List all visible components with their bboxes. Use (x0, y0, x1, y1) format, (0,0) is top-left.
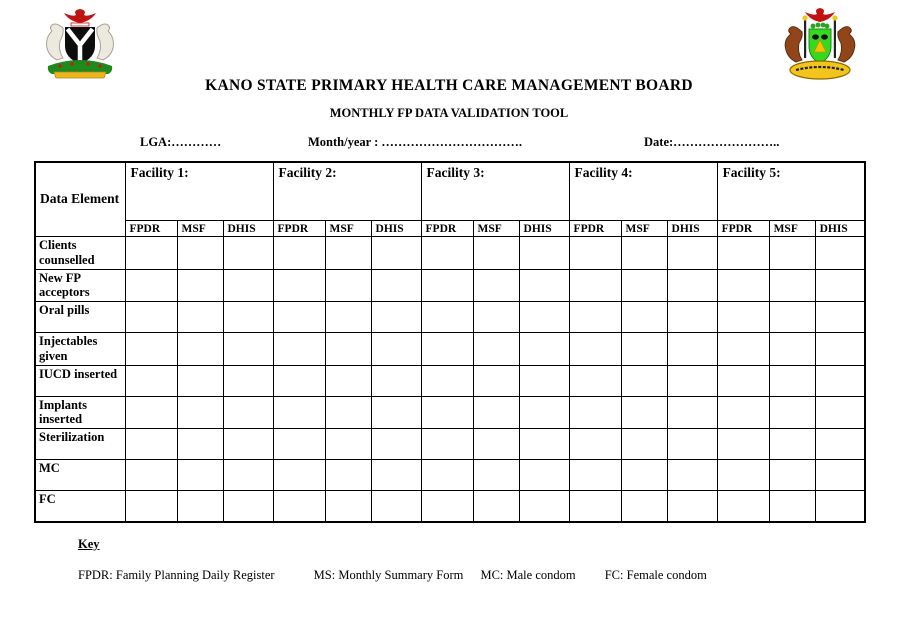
subcolumn-header: FPDR (273, 221, 325, 237)
table-row (35, 491, 865, 522)
data-cell (473, 269, 519, 302)
data-cell (177, 460, 223, 491)
data-cell (177, 491, 223, 522)
data-cell (325, 365, 371, 396)
subcolumn-header-row (35, 221, 865, 237)
data-cell (815, 396, 865, 429)
table-row (35, 460, 865, 491)
data-cell (371, 269, 421, 302)
row-label: Implants inserted (35, 396, 125, 429)
data-cell (717, 237, 769, 270)
data-cell (125, 302, 177, 333)
data-cell (815, 491, 865, 522)
data-cell (177, 396, 223, 429)
row-label: Clients counselled (35, 237, 125, 270)
subcolumn-header: DHIS (815, 221, 865, 237)
data-cell (223, 302, 273, 333)
data-cell (717, 269, 769, 302)
data-cell (815, 333, 865, 366)
data-cell (717, 396, 769, 429)
subcolumn-header: DHIS (519, 221, 569, 237)
data-cell (815, 365, 865, 396)
data-cell (223, 237, 273, 270)
data-cell (177, 237, 223, 270)
data-cell (815, 302, 865, 333)
data-cell (273, 460, 325, 491)
data-cell (569, 365, 621, 396)
data-cell (473, 491, 519, 522)
data-cell (473, 365, 519, 396)
data-cell (473, 237, 519, 270)
data-cell (519, 302, 569, 333)
data-cell (569, 333, 621, 366)
data-cell (421, 396, 473, 429)
data-cell (371, 237, 421, 270)
table-row (35, 429, 865, 460)
data-cell (815, 237, 865, 270)
data-cell (519, 491, 569, 522)
data-cell (273, 333, 325, 366)
data-cell (177, 302, 223, 333)
data-cell (421, 365, 473, 396)
data-cell (569, 429, 621, 460)
table-row (35, 237, 865, 270)
row-label: New FP acceptors (35, 269, 125, 302)
data-cell (223, 491, 273, 522)
data-cell (325, 460, 371, 491)
data-cell (717, 429, 769, 460)
data-cell (421, 333, 473, 366)
date-field-label: Date:…………………….. (644, 135, 780, 149)
data-cell (667, 269, 717, 302)
data-cell (371, 460, 421, 491)
row-label: FC (35, 491, 125, 522)
facility-header: Facility 1: (125, 162, 273, 221)
page-title: KANO STATE PRIMARY HEALTH CARE MANAGEMENT BOARD (205, 77, 693, 94)
data-cell (325, 269, 371, 302)
data-cell (125, 269, 177, 302)
data-cell (177, 429, 223, 460)
data-cell (815, 429, 865, 460)
data-cell (621, 333, 667, 366)
data-cell (769, 333, 815, 366)
data-cell (273, 269, 325, 302)
data-cell (769, 302, 815, 333)
data-cell (325, 491, 371, 522)
data-cell (421, 491, 473, 522)
key-entry-fpdr: FPDR: Family Planning Daily Register (78, 568, 275, 582)
data-cell (223, 429, 273, 460)
table-body (35, 237, 865, 522)
data-cell (223, 333, 273, 366)
facility-header-row (35, 162, 865, 221)
table-row (35, 269, 865, 302)
data-cell (325, 429, 371, 460)
data-cell (519, 333, 569, 366)
data-cell (667, 333, 717, 366)
data-cell (125, 396, 177, 429)
data-cell (569, 460, 621, 491)
subcolumn-header: DHIS (223, 221, 273, 237)
data-cell (569, 302, 621, 333)
table-row (35, 333, 865, 366)
nigeria-coat-of-arms-logo (30, 8, 130, 80)
subcolumn-header: FPDR (569, 221, 621, 237)
data-cell (519, 429, 569, 460)
data-cell (421, 237, 473, 270)
data-cell (421, 460, 473, 491)
data-cell (177, 269, 223, 302)
subcolumn-header: FPDR (421, 221, 473, 237)
data-cell (421, 302, 473, 333)
data-cell (621, 460, 667, 491)
data-cell (125, 460, 177, 491)
data-cell (621, 396, 667, 429)
data-cell (519, 460, 569, 491)
data-cell (125, 333, 177, 366)
data-cell (371, 491, 421, 522)
subcolumn-header: DHIS (667, 221, 717, 237)
facility-header: Facility 5: (717, 162, 865, 221)
data-cell (569, 396, 621, 429)
data-cell (223, 365, 273, 396)
data-cell (769, 396, 815, 429)
facility-header: Facility 4: (569, 162, 717, 221)
month-year-field-label: Month/year : ……………………………. (308, 135, 522, 149)
data-cell (717, 333, 769, 366)
data-cell (667, 429, 717, 460)
data-cell (621, 491, 667, 522)
key-entry-ms: MS: Monthly Summary Form (313, 568, 464, 582)
subcolumn-header: MSF (325, 221, 371, 237)
key-entry-fc: FC: Female condom (604, 568, 707, 582)
row-label: Oral pills (35, 302, 125, 333)
subcolumn-header: MSF (177, 221, 223, 237)
data-cell (325, 237, 371, 270)
data-cell (325, 333, 371, 366)
data-cell (569, 237, 621, 270)
data-cell (815, 269, 865, 302)
subcolumn-header: MSF (473, 221, 519, 237)
data-cell (125, 491, 177, 522)
data-cell (125, 237, 177, 270)
validation-table (34, 161, 866, 523)
data-cell (621, 302, 667, 333)
meta-line (0, 135, 898, 151)
data-cell (273, 365, 325, 396)
table-head (35, 162, 865, 237)
key-entry-mc: MC: Male condom (480, 568, 576, 582)
data-cell (717, 302, 769, 333)
kano-state-coat-of-arms-icon (770, 6, 870, 86)
data-cell (769, 491, 815, 522)
data-cell (473, 460, 519, 491)
data-cell (621, 365, 667, 396)
key-line (78, 568, 707, 583)
data-cell (421, 269, 473, 302)
data-cell (667, 302, 717, 333)
data-cell (667, 491, 717, 522)
data-cell (125, 365, 177, 396)
nigeria-coat-of-arms-icon (30, 8, 130, 80)
data-cell (569, 491, 621, 522)
row-label: MC (35, 460, 125, 491)
data-cell (519, 269, 569, 302)
facility-header: Facility 2: (273, 162, 421, 221)
facility-header: Facility 3: (421, 162, 569, 221)
data-cell (621, 237, 667, 270)
data-cell (519, 365, 569, 396)
row-label: IUCD inserted (35, 365, 125, 396)
data-cell (769, 269, 815, 302)
data-cell (371, 429, 421, 460)
data-cell (223, 396, 273, 429)
subcolumn-header: FPDR (125, 221, 177, 237)
data-cell (621, 429, 667, 460)
data-cell (371, 333, 421, 366)
data-cell (273, 396, 325, 429)
subcolumn-header: FPDR (717, 221, 769, 237)
data-cell (769, 365, 815, 396)
data-cell (473, 429, 519, 460)
table-row (35, 396, 865, 429)
subcolumn-header: MSF (621, 221, 667, 237)
data-cell (371, 302, 421, 333)
data-cell (273, 237, 325, 270)
data-cell (667, 460, 717, 491)
lga-field-label: LGA:………… (140, 135, 222, 149)
data-cell (273, 429, 325, 460)
kano-state-coat-of-arms-logo (770, 6, 870, 86)
subcolumn-header: MSF (769, 221, 815, 237)
data-cell (769, 460, 815, 491)
data-cell (769, 237, 815, 270)
data-cell (325, 396, 371, 429)
row-label: Injectables given (35, 333, 125, 366)
data-cell (421, 429, 473, 460)
data-cell (717, 491, 769, 522)
page-subtitle: MONTHLY FP DATA VALIDATION TOOL (329, 106, 569, 120)
data-cell (223, 269, 273, 302)
data-cell (667, 237, 717, 270)
data-cell (473, 302, 519, 333)
data-cell (177, 333, 223, 366)
data-cell (815, 460, 865, 491)
data-cell (125, 429, 177, 460)
subcolumn-header: DHIS (371, 221, 421, 237)
data-cell (569, 269, 621, 302)
row-label: Sterilization (35, 429, 125, 460)
data-cell (473, 333, 519, 366)
data-cell (371, 396, 421, 429)
key-heading: Key (78, 537, 100, 551)
data-cell (519, 396, 569, 429)
data-cell (769, 429, 815, 460)
data-cell (667, 365, 717, 396)
data-cell (667, 396, 717, 429)
data-cell (473, 396, 519, 429)
data-cell (273, 491, 325, 522)
table-row (35, 302, 865, 333)
data-cell (223, 460, 273, 491)
data-cell (717, 460, 769, 491)
data-cell (177, 365, 223, 396)
data-cell (621, 269, 667, 302)
data-cell (371, 365, 421, 396)
table-row (35, 365, 865, 396)
data-cell (273, 302, 325, 333)
data-cell (717, 365, 769, 396)
data-cell (325, 302, 371, 333)
data-cell (519, 237, 569, 270)
corner-header: Data Element (35, 162, 125, 237)
